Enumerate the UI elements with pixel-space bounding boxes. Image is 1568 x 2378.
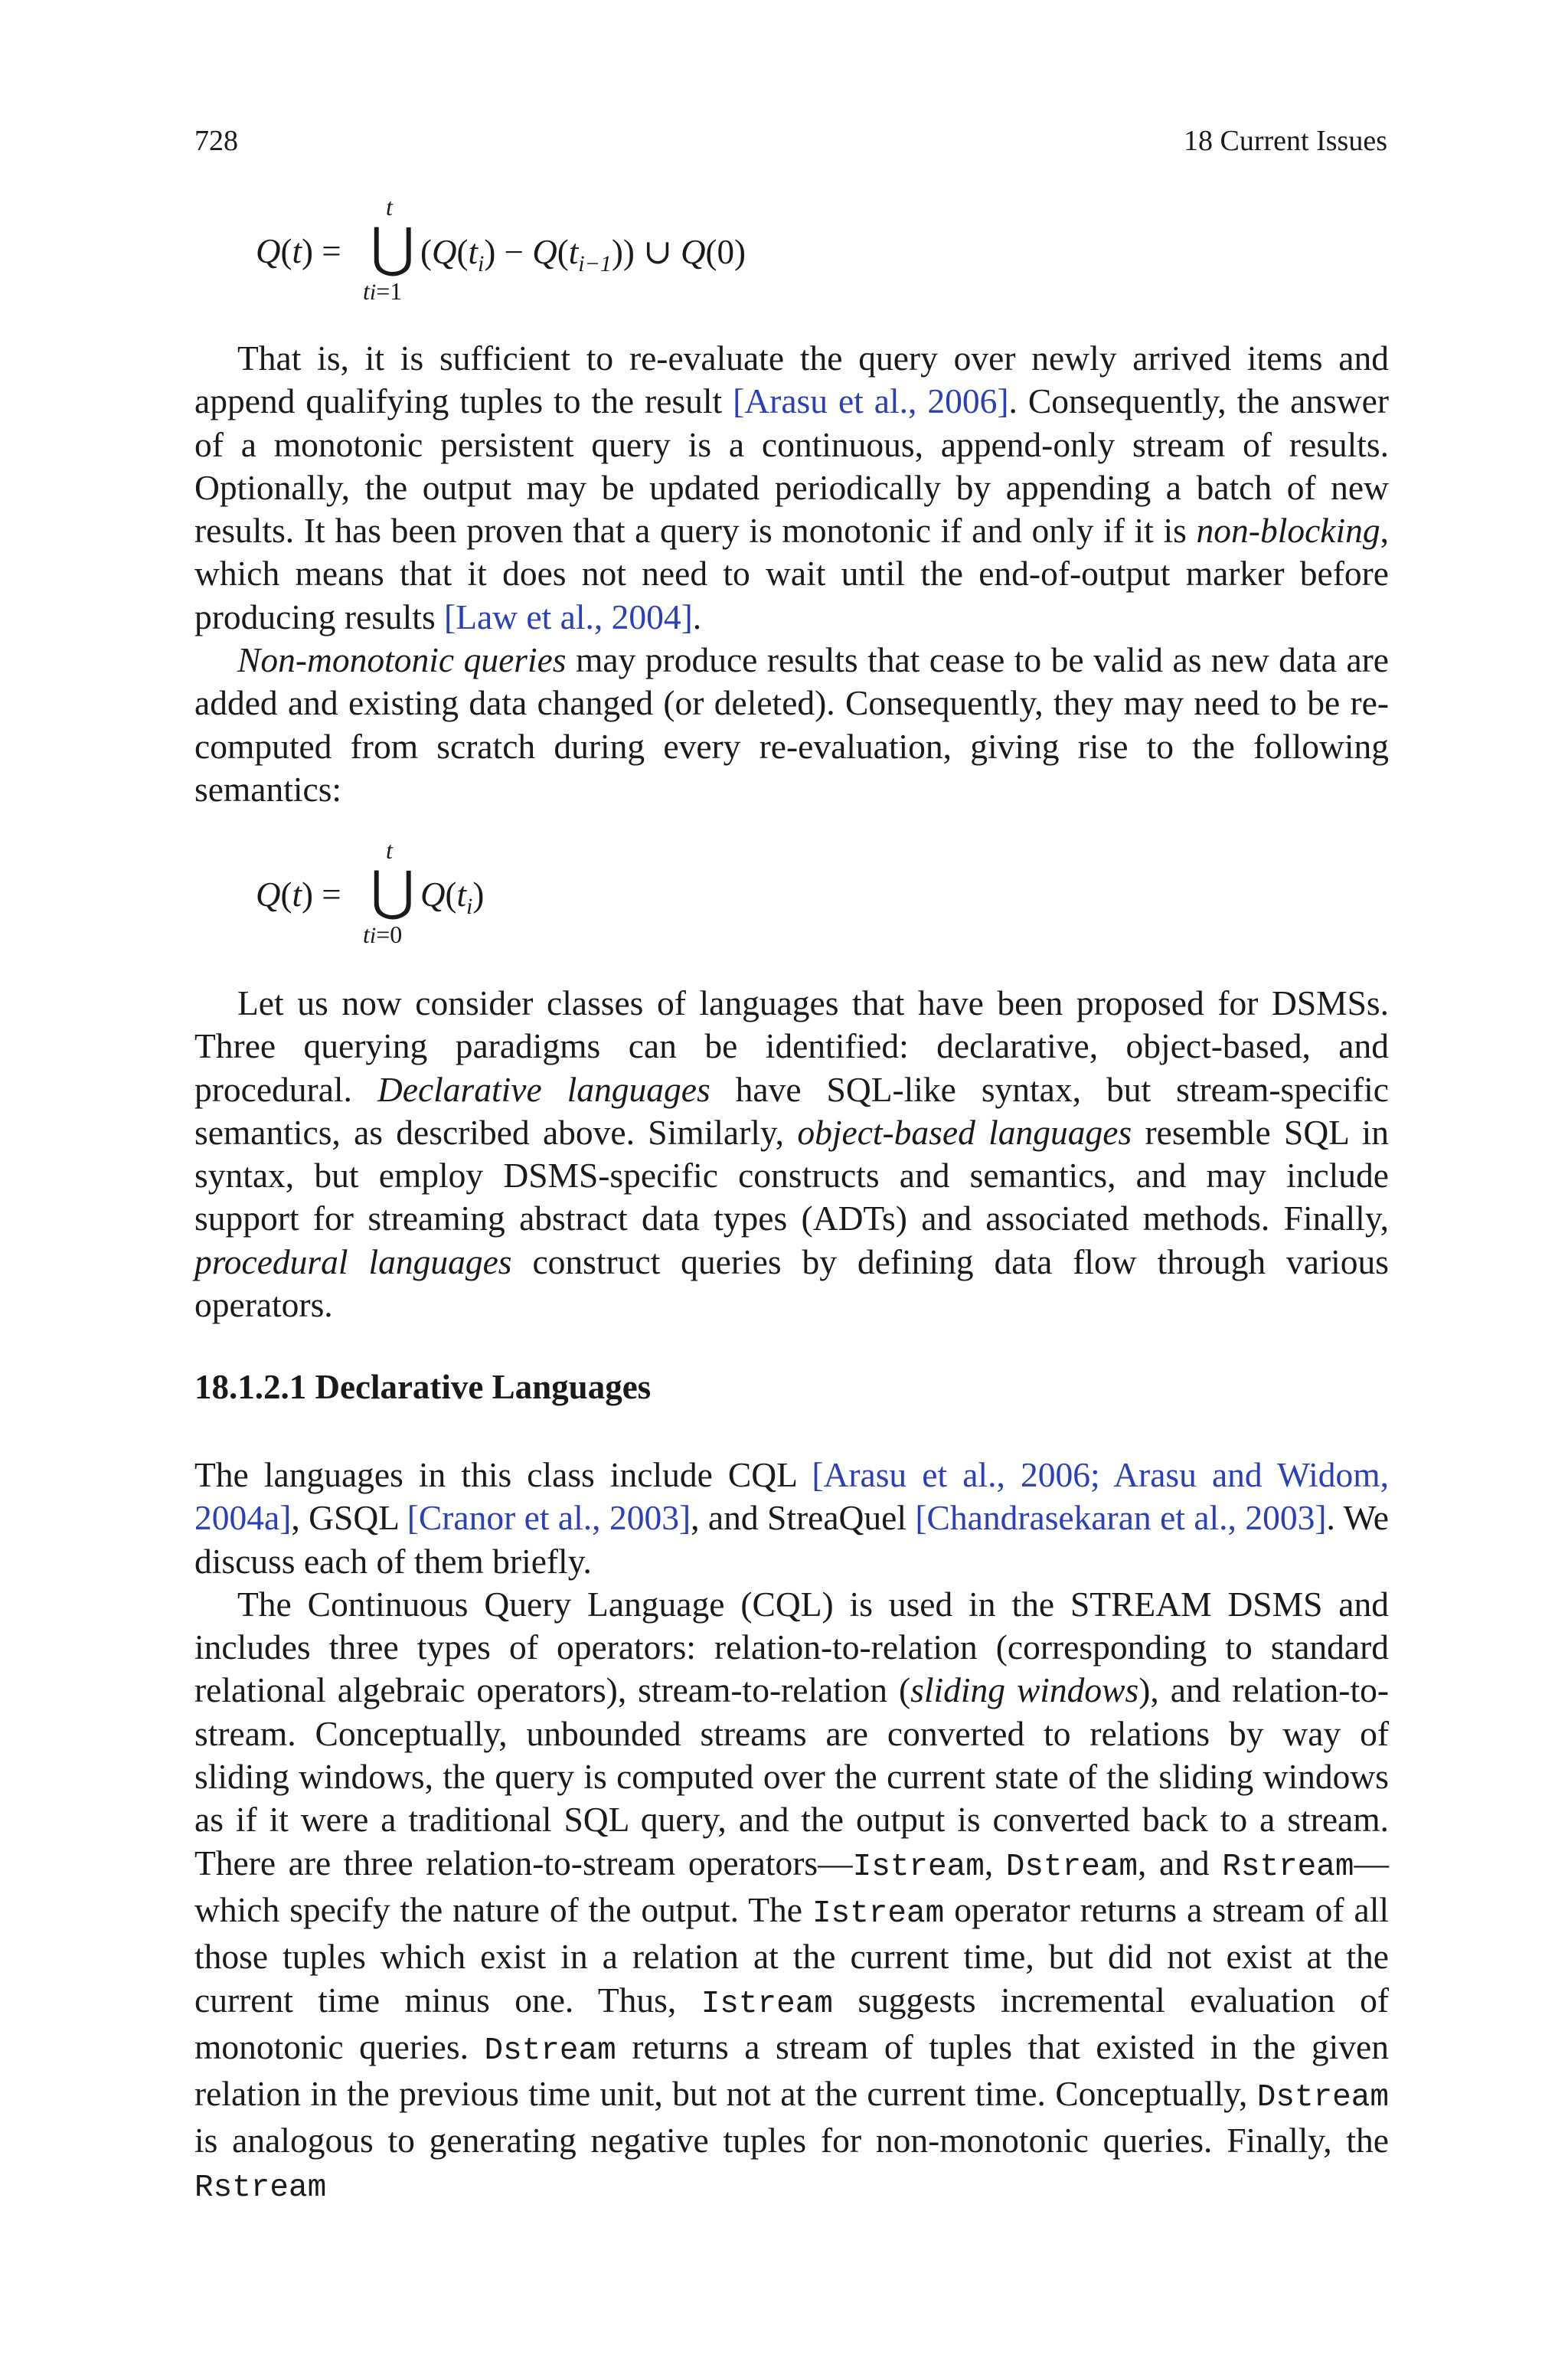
paragraph-declarative-intro: The languages in this class include CQL [Arasu et al., 2006; Arasu and Widom, 2004a], GSQL [Cranor et al., 2003], and StreaQuel [Chandrasekaran et al., 2003]. We discuss each of them briefly. — [194, 1455, 1390, 1581]
code-dstream: Dstream — [484, 2033, 616, 2069]
body-text-lower — [194, 1454, 1389, 2210]
paragraph-monotonic: That is, it is sufficient to re-evaluate the query over newly arrived items and append qualifying tuples to the result [Arasu et al., 2006]. Consequently, the answer of a monotonic persistent query is a continuous, append-only stream of results. Optionally, the output may be updated periodically by appending a batch of new results. It has been proven that a query is monotonic if and only if it is non-blocking, which means that it does not need to wait until the end-of-output marker before producing results [Law et al., 2004]. — [194, 339, 1390, 636]
body-text-upper — [194, 337, 1389, 811]
body-text-middle — [194, 982, 1389, 1326]
code-istream: Istream — [701, 1986, 833, 2022]
union-symbol: ⋃ — [371, 219, 415, 278]
union-lower-limit: ti=0 — [363, 921, 403, 948]
equation-lhs: Q(t) = — [256, 232, 341, 270]
citation-link[interactable]: [Chandrasekaran et al., 2003] — [915, 1498, 1327, 1538]
page-header — [194, 124, 1387, 162]
equation-rhs: $(Q(t_i) - Q(t_{i-1}))$ ∪ Q(0) — [420, 233, 746, 276]
section-heading: 18.1.2.1 Declarative Languages — [194, 1368, 652, 1406]
citation-link[interactable]: [Cranor et al., 2003] — [407, 1498, 691, 1538]
code-dstream: Dstream — [1256, 2080, 1389, 2116]
paragraph-non-monotonic: Non-monotonic queries may produce results that cease to be valid as new data are added and existing data changed (or deleted). Consequently, they may need to be re-computed from scratch during every re-evaluation, giving rise to the following semantics: — [194, 640, 1389, 809]
equation-lhs: Q(t) = — [256, 875, 341, 914]
paragraph-cql: The Continuous Query Language (CQL) is used in the STREAM DSMS and includes three types of operators: relation-to-relation (corresponding to standard relational algebraic operators), stream-to-relation (sliding windows), and relation-to-stream. Conceptually, unbounded streams are converted to relations by way of sliding windows, the query is computed over the current state of the sliding windows as if it were a traditional SQL query, and the output is converted back to a stream. There are three relation-to-stream operators—Istream, Dstream, and Rstream—which specify the nature of the output. The Istream operator returns a stream of all those tuples which exist in a relation at the current time, but did not exist at the current time minus one. Thus, Istream suggests incremental evaluation of monotonic queries. Dstream returns a stream of tuples that existed in the given relation in the previous time unit, but not at the current time. Conceptually, Dstream is analogous to generating negative tuples for non-monotonic queries. Finally, the Rstream — [194, 1584, 1389, 2206]
code-dstream: Dstream — [1005, 1849, 1138, 1885]
equation-rhs: $Q(t_i)$ — [420, 875, 485, 919]
code-istream: Istream — [812, 1896, 945, 1932]
equation-monotonic — [256, 193, 945, 316]
page-number: 728 — [194, 125, 238, 157]
union-symbol: ⋃ — [371, 862, 415, 921]
citation-link[interactable]: [Law et al., 2004] — [444, 597, 693, 636]
union-lower-limit: ti=1 — [363, 277, 403, 305]
code-istream: Istream — [852, 1849, 985, 1885]
union-upper-limit: t — [386, 836, 393, 864]
citation-link[interactable]: [Arasu et al., 2006; Arasu and Widom, 2004a] — [194, 1455, 1390, 1538]
citation-link[interactable]: [Arasu et al., 2006] — [733, 381, 1009, 421]
running-head: 18 Current Issues — [1184, 125, 1387, 157]
paragraph-language-classes: Let us now consider classes of languages that have been proposed for DSMSs. Three querying paradigms can be identified: declarative, object-based, and procedural. Declarative languages have SQL-like syntax, but stream-specific semantics, as described above. Similarly, object-based languages resemble SQL in syntax, but employ DSMS-specific constructs and semantics, and may include support for streaming abstract data types (ADTs) and associated methods. Finally, procedural languages construct queries by defining data flow through various operators. — [194, 983, 1389, 1325]
union-upper-limit: t — [386, 193, 393, 221]
code-rstream: Rstream — [1222, 1849, 1354, 1885]
code-rstream: Rstream — [194, 2170, 327, 2206]
equation-non-monotonic — [256, 836, 945, 959]
